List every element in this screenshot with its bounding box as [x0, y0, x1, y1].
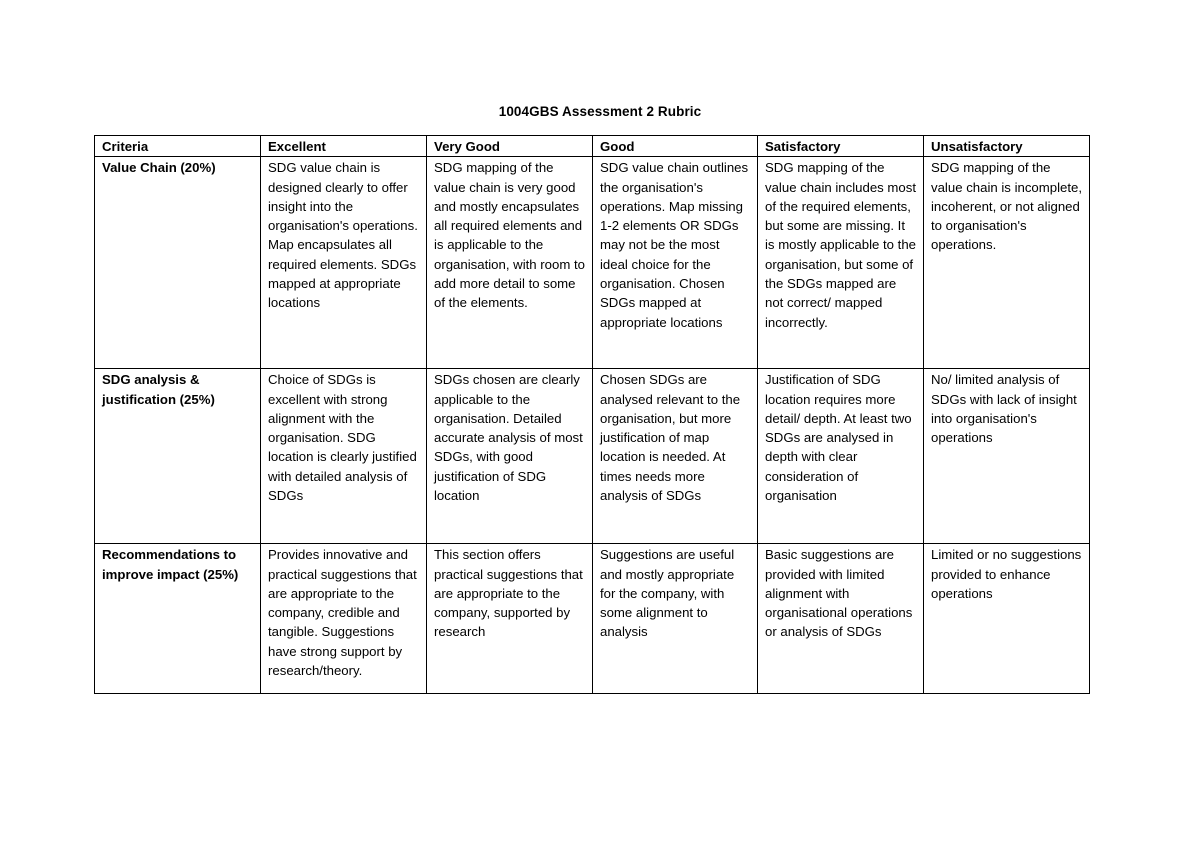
criteria-cell: Recommendations to improve impact (25%) [95, 544, 261, 694]
rubric-cell-very-good: SDGs chosen are clearly applicable to the organisation. Detailed accurate analysis of most SDGs, with good justification of SDG location [427, 369, 593, 544]
rubric-cell-good: Chosen SDGs are analysed relevant to the organisation, but more justification of map location is needed. At times needs more analysis of SDGs [593, 369, 758, 544]
rubric-cell-unsatisfactory: Limited or no suggestions provided to enhance operations [924, 544, 1090, 694]
header-satisfactory: Satisfactory [758, 136, 924, 157]
table-row-recommendations [95, 544, 1090, 694]
header-very-good: Very Good [427, 136, 593, 157]
rubric-cell-very-good: SDG mapping of the value chain is very good and mostly encapsulates all required elements and is applicable to the organisation, with room to add more detail to some of the elements. [427, 157, 593, 369]
criteria-cell: SDG analysis & justification (25%) [95, 369, 261, 544]
header-unsatisfactory: Unsatisfactory [924, 136, 1090, 157]
rubric-cell-satisfactory: SDG mapping of the value chain includes most of the required elements, but some are missing. It is mostly applicable to the organisation, but some of the SDGs mapped are not correct/ mapped incorrectly. [758, 157, 924, 369]
header-excellent: Excellent [261, 136, 427, 157]
rubric-cell-satisfactory: Justification of SDG location requires more detail/ depth. At least two SDGs are analysed in depth with clear consideration of organisation [758, 369, 924, 544]
rubric-cell-very-good: This section offers practical suggestions that are appropriate to the company, supported by research [427, 544, 593, 694]
table-header-row [95, 136, 1090, 157]
table-row-value-chain [95, 157, 1090, 369]
rubric-cell-excellent: Choice of SDGs is excellent with strong alignment with the organisation. SDG location is clearly justified with detailed analysis of SDGs [261, 369, 427, 544]
rubric-cell-excellent: Provides innovative and practical suggestions that are appropriate to the company, credible and tangible. Suggestions have strong support by research/theory. [261, 544, 427, 694]
document-title: 1004GBS Assessment 2 Rubric [498, 104, 702, 119]
rubric-table [94, 135, 1090, 694]
rubric-cell-unsatisfactory: No/ limited analysis of SDGs with lack of insight into organisation's operations [924, 369, 1090, 544]
header-criteria: Criteria [95, 136, 261, 157]
rubric-cell-satisfactory: Basic suggestions are provided with limited alignment with organisational operations or analysis of SDGs [758, 544, 924, 694]
table-row-sdg-analysis [95, 369, 1090, 544]
criteria-cell: Value Chain (20%) [95, 157, 261, 369]
header-good: Good [593, 136, 758, 157]
rubric-cell-good: SDG value chain outlines the organisation's operations. Map missing 1-2 elements OR SDGs may not be the most ideal choice for the organisation. Chosen SDGs mapped at appropriate locations [593, 157, 758, 369]
rubric-cell-excellent: SDG value chain is designed clearly to offer insight into the organisation's operations. Map encapsulates all required elements. SDGs mapped at appropriate locations [261, 157, 427, 369]
rubric-cell-unsatisfactory: SDG mapping of the value chain is incomplete, incoherent, or not aligned to organisation's operations. [924, 157, 1090, 369]
rubric-cell-good: Suggestions are useful and mostly appropriate for the company, with some alignment to analysis [593, 544, 758, 694]
